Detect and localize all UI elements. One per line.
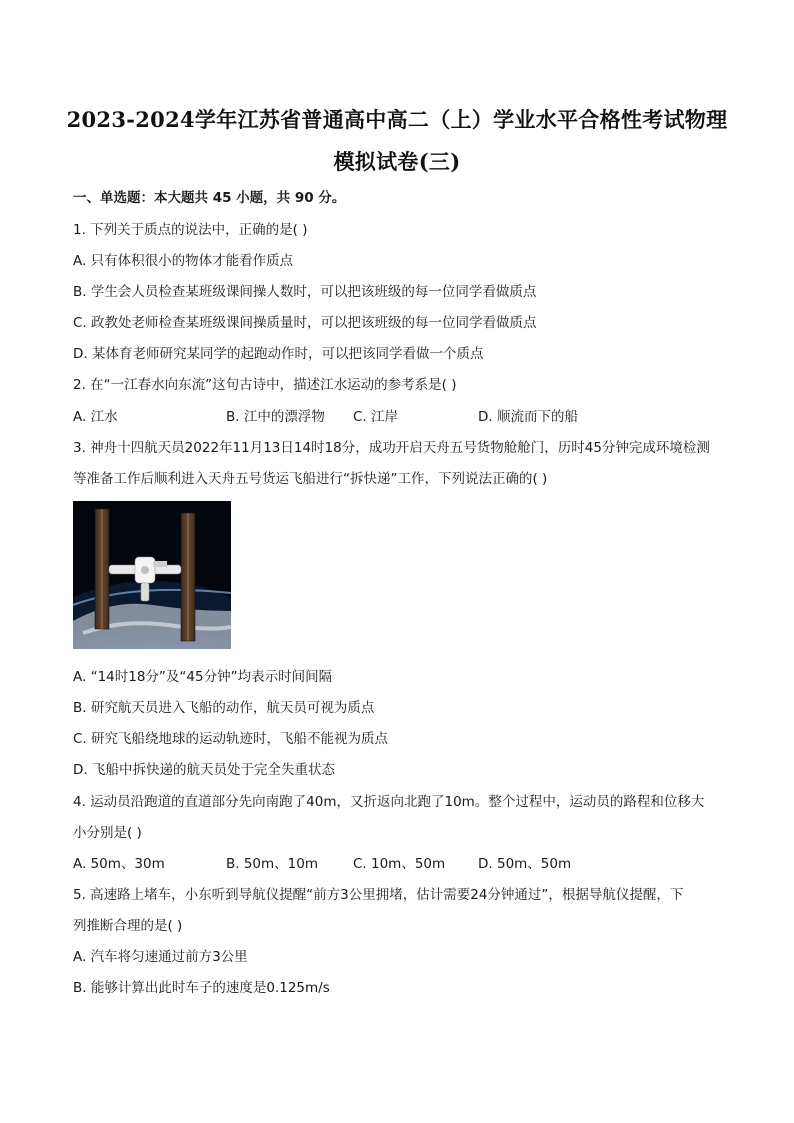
q5-stem-line1: 5. 高速路上堵车，小东听到导航仪提醒“前方3公里拥堵，估计需要24分钟通过”，根据导航仪提醒，下	[73, 887, 684, 903]
q1-option-d: D. 某体育老师研究某同学的起跑动作时，可以把该同学看做一个质点	[73, 346, 484, 362]
q3-option-b: B. 研究航天员进入飞船的动作，航天员可视为质点	[73, 700, 375, 716]
q2-option-b: B. 江中的漂浮物	[226, 409, 325, 425]
q2-option-c: C. 江岸	[353, 409, 399, 425]
q4-option-c: C. 10m、50m	[353, 856, 446, 872]
q5-option-b: B. 能够计算出此时车子的速度是0.125m/s	[73, 980, 330, 996]
section-heading: 一、单选题：本大题共 45 小题，共 90 分。	[73, 190, 346, 206]
q3-stem-line1: 3. 神舟十四航天员2022年11月13日14时18分，成功开启天舟五号货物舱舱门，历时45分钟完成环境检测	[73, 440, 710, 456]
q2-stem: 2. 在“一江春水向东流”这句古诗中，描述江水运动的参考系是( )	[73, 377, 457, 393]
q1-option-c: C. 政教处老师检查某班级课间操质量时，可以把该班级的每一位同学看做质点	[73, 315, 537, 331]
q1-option-b: B. 学生会人员检查某班级课间操人数时，可以把该班级的每一位同学看做质点	[73, 284, 537, 300]
q4-option-b: B. 50m、10m	[226, 856, 319, 872]
q3-option-c: C. 研究飞船绕地球的运动轨迹时，飞船不能视为质点	[73, 731, 389, 747]
q4-stem-line1: 4. 运动员沿跑道的直道部分先向南跑了40m，又折返向北跑了10m。整个过程中，运动员的路程和位移大	[73, 794, 705, 810]
exam-title-line1: 2023-2024学年江苏省普通高中高二（上）学业水平合格性考试物理	[66, 107, 728, 132]
q2-option-a: A. 江水	[73, 409, 118, 425]
q5-stem-line2: 列推断合理的是( )	[73, 918, 183, 934]
exam-title-line2: 模拟试卷(三)	[333, 149, 461, 174]
q2-option-d: D. 顺流而下的船	[478, 409, 578, 425]
q3-option-d: D. 飞船中拆快递的航天员处于完全失重状态	[73, 762, 335, 778]
q4-stem-line2: 小分别是( )	[73, 825, 142, 841]
q1-option-a: A. 只有体积很小的物体才能看作质点	[73, 253, 294, 269]
q1-stem: 1. 下列关于质点的说法中，正确的是( )	[73, 222, 308, 238]
q4-option-a: A. 50m、30m	[73, 856, 165, 872]
q5-option-a: A. 汽车将匀速通过前方3公里	[73, 949, 248, 965]
q3-stem-line2: 等准备工作后顺利进入天舟五号货运飞船进行“拆快递”工作，下列说法正确的( )	[73, 471, 548, 487]
q3-option-a: A. “14时18分”及“45分钟”均表示时间间隔	[73, 669, 333, 685]
q4-option-d: D. 50m、50m	[478, 856, 572, 872]
space-station-image	[73, 501, 231, 649]
